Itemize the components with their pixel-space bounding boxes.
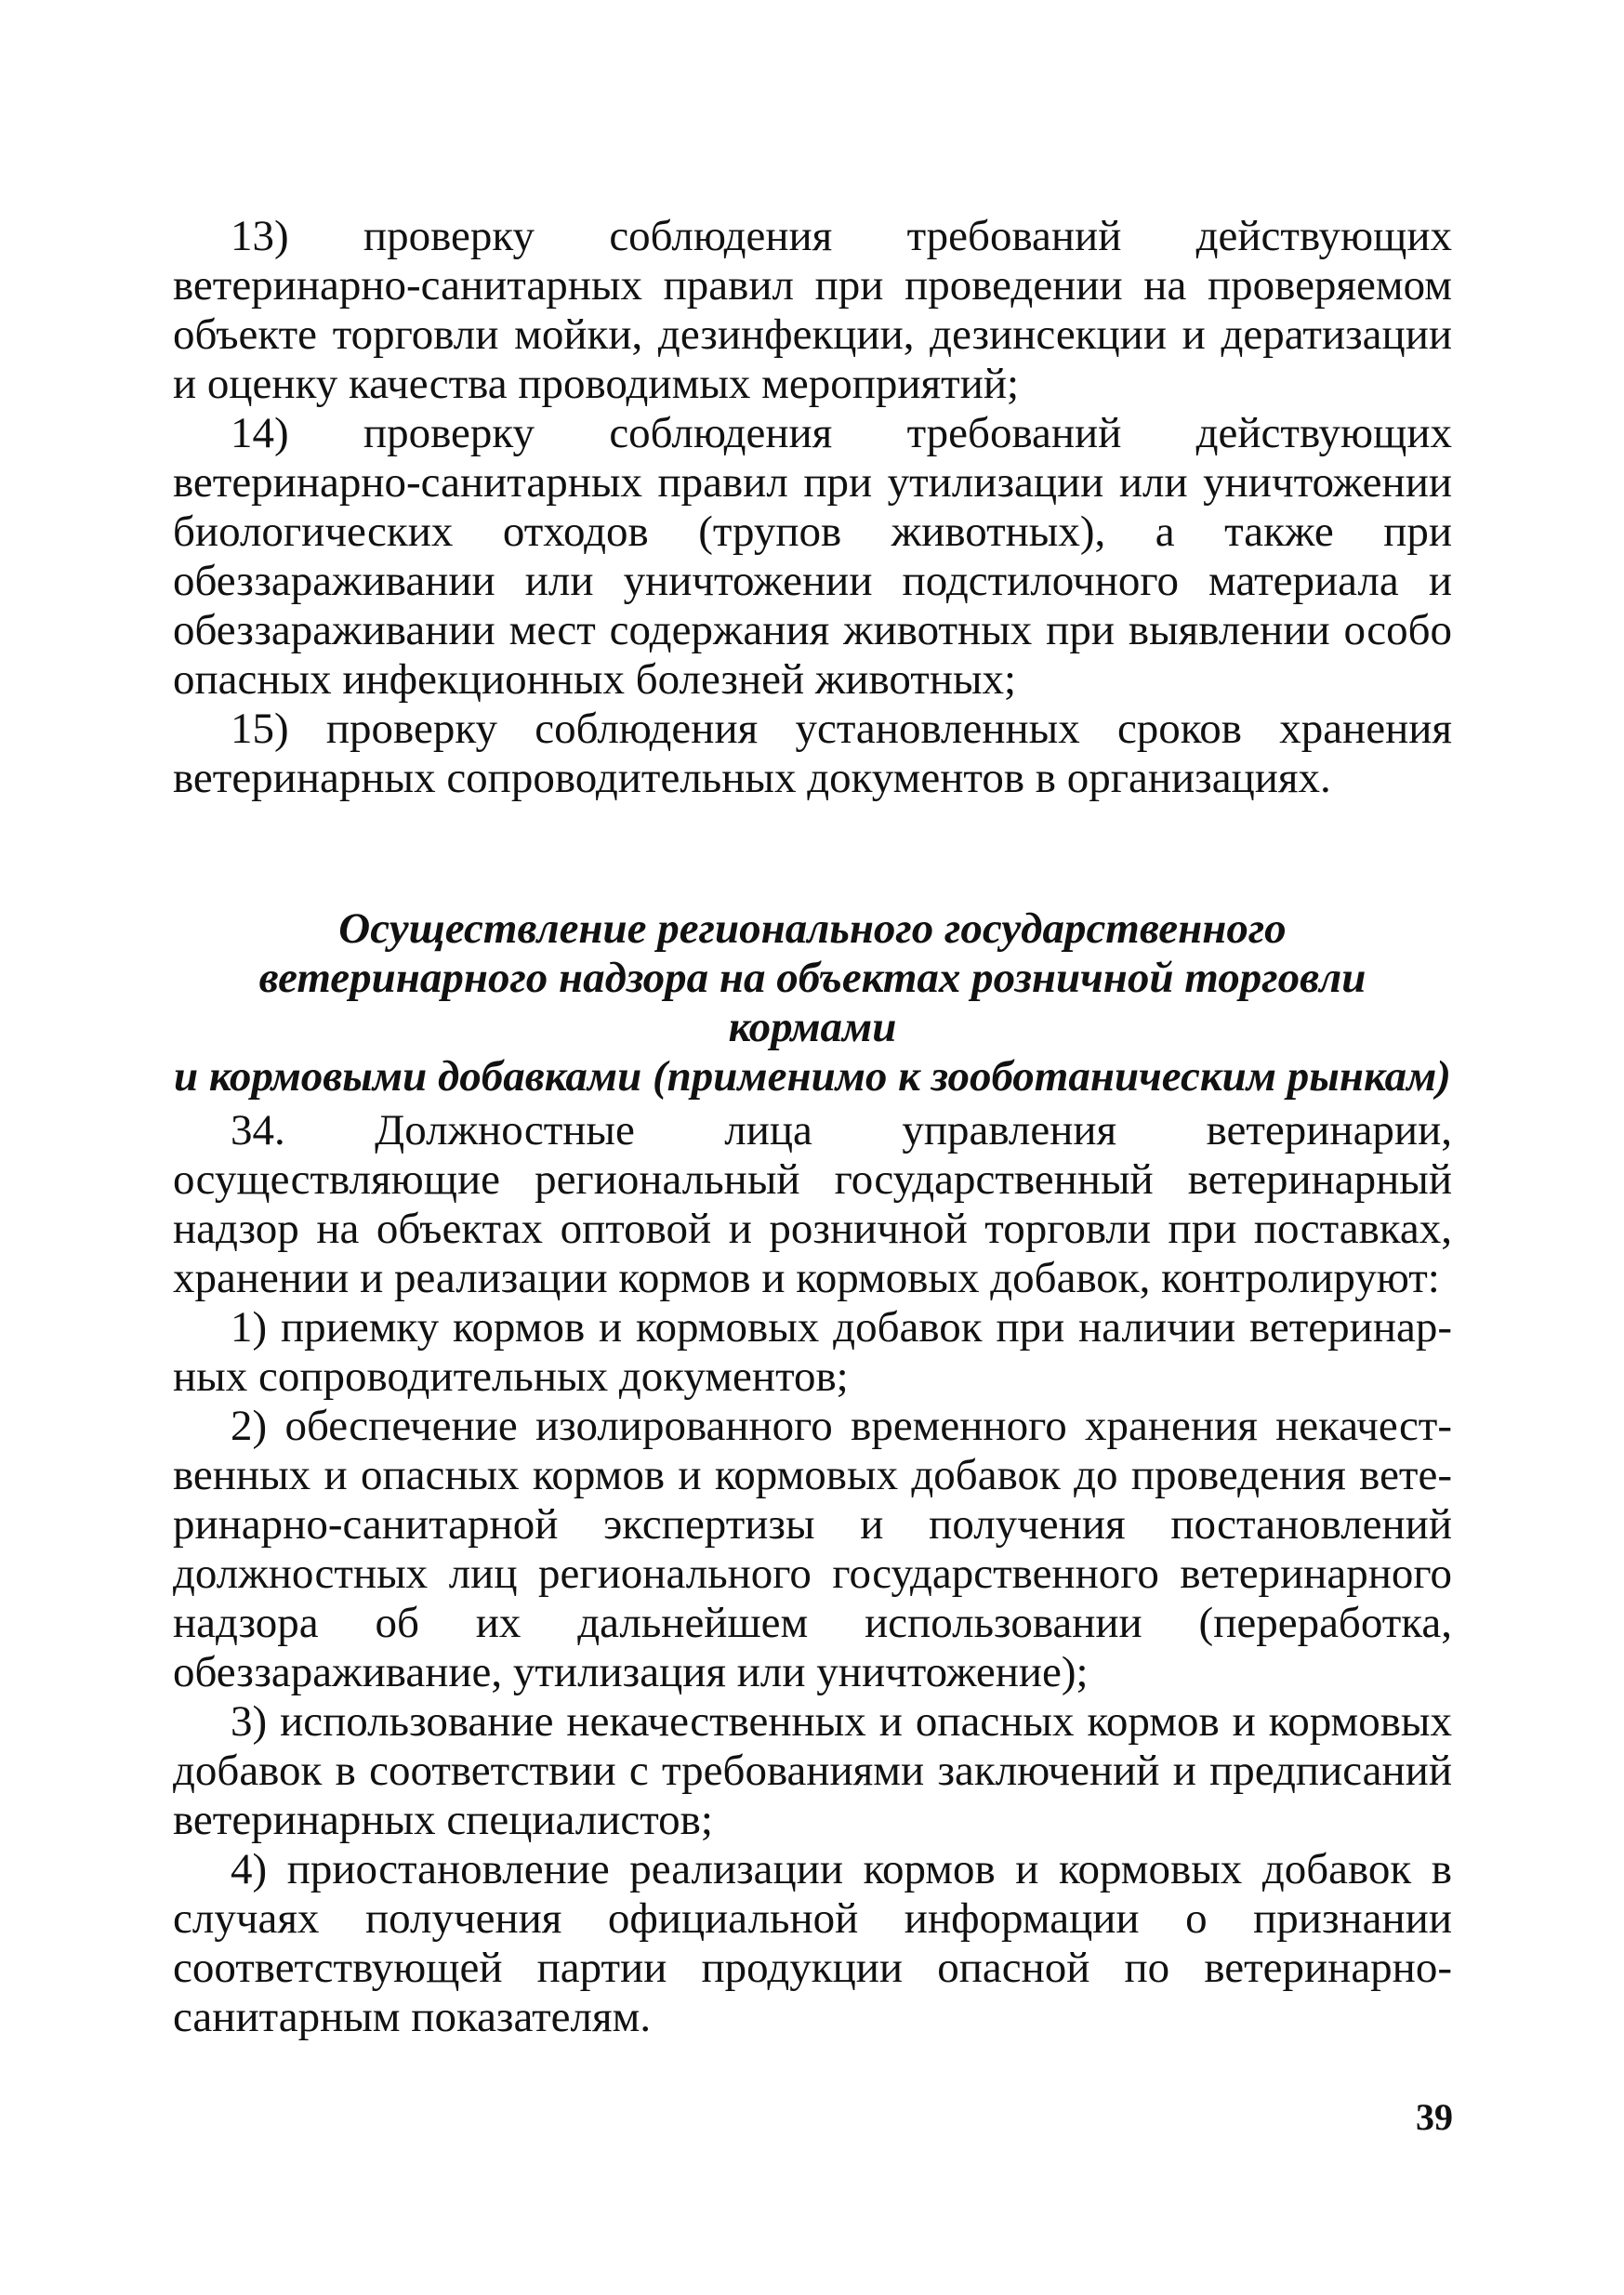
list-item-4: 4) приостановление реализации кормов и кормовых добавок в случаях получения официальной информации о признании соответствующей партии продукции опасной по ветеринарно-санитарным показателям. <box>173 1845 1452 2041</box>
section-heading <box>173 904 1452 1101</box>
list-item-3: 3) использование некачественных и опасных кормов и кормовых добавок в соответствии с требованиями заключений и предписаний ветеринарных специалистов; <box>173 1697 1452 1844</box>
paragraph-34: 34. Должностные лица управления ветеринарии, осуществляющие региональный государственный ветеринарный надзор на объектах оптовой и розничной торговли при поставках, хранении и реализации кормов и кормовых добавок, контролируют: <box>173 1106 1452 1302</box>
section-heading-line-2: ветеринарного надзора на объектах розничной торговли кормами <box>258 954 1367 1051</box>
paragraph-15: 15) проверку соблюдения установленных сроков хранения ветеринарных сопроводительных документов в организациях. <box>173 705 1452 802</box>
body-text-top <box>173 212 1452 803</box>
list-item-1: 1) приемку кормов и кормовых добавок при наличии ветеринарных сопроводительных документов; <box>173 1303 1452 1401</box>
section-heading-line-3: и кормовыми добавками (применимо к зооботаническим рынкам) <box>174 1052 1451 1101</box>
body-text-bottom <box>173 1106 1452 2042</box>
list-item-2: 2) обеспечение изолированного временного хранения некачественных и опасных кормов и кормовых добавок до проведения ветеринарно-санитарной экспертизы и получения постановлений должностных лиц регионального государственного ветеринарного надзора об их дальнейшем использовании (переработка, обеззараживание, утилизация или уничтожение); <box>173 1402 1452 1696</box>
paragraph-13: 13) проверку соблюдения требований действующих ветеринарно-санитарных правил при проведении на проверяемом объекте торговли мойки, дезинфекции, дезинсекции и дератизации и оценку качества проводимых мероприятий; <box>173 212 1452 408</box>
page-number: 39 <box>1416 2096 1453 2138</box>
section-heading-line-1: Осуществление регионального государственного <box>338 904 1287 953</box>
paragraph-14: 14) проверку соблюдения требований действующих ветеринарно-санитарных правил при утилизации или уничтожении биологических отходов (трупов животных), а также при обеззараживании или уничтожении подстилочного материала и обеззараживании мест содержания животных при выявлении особо опасных инфекционных болезней животных; <box>173 409 1452 704</box>
